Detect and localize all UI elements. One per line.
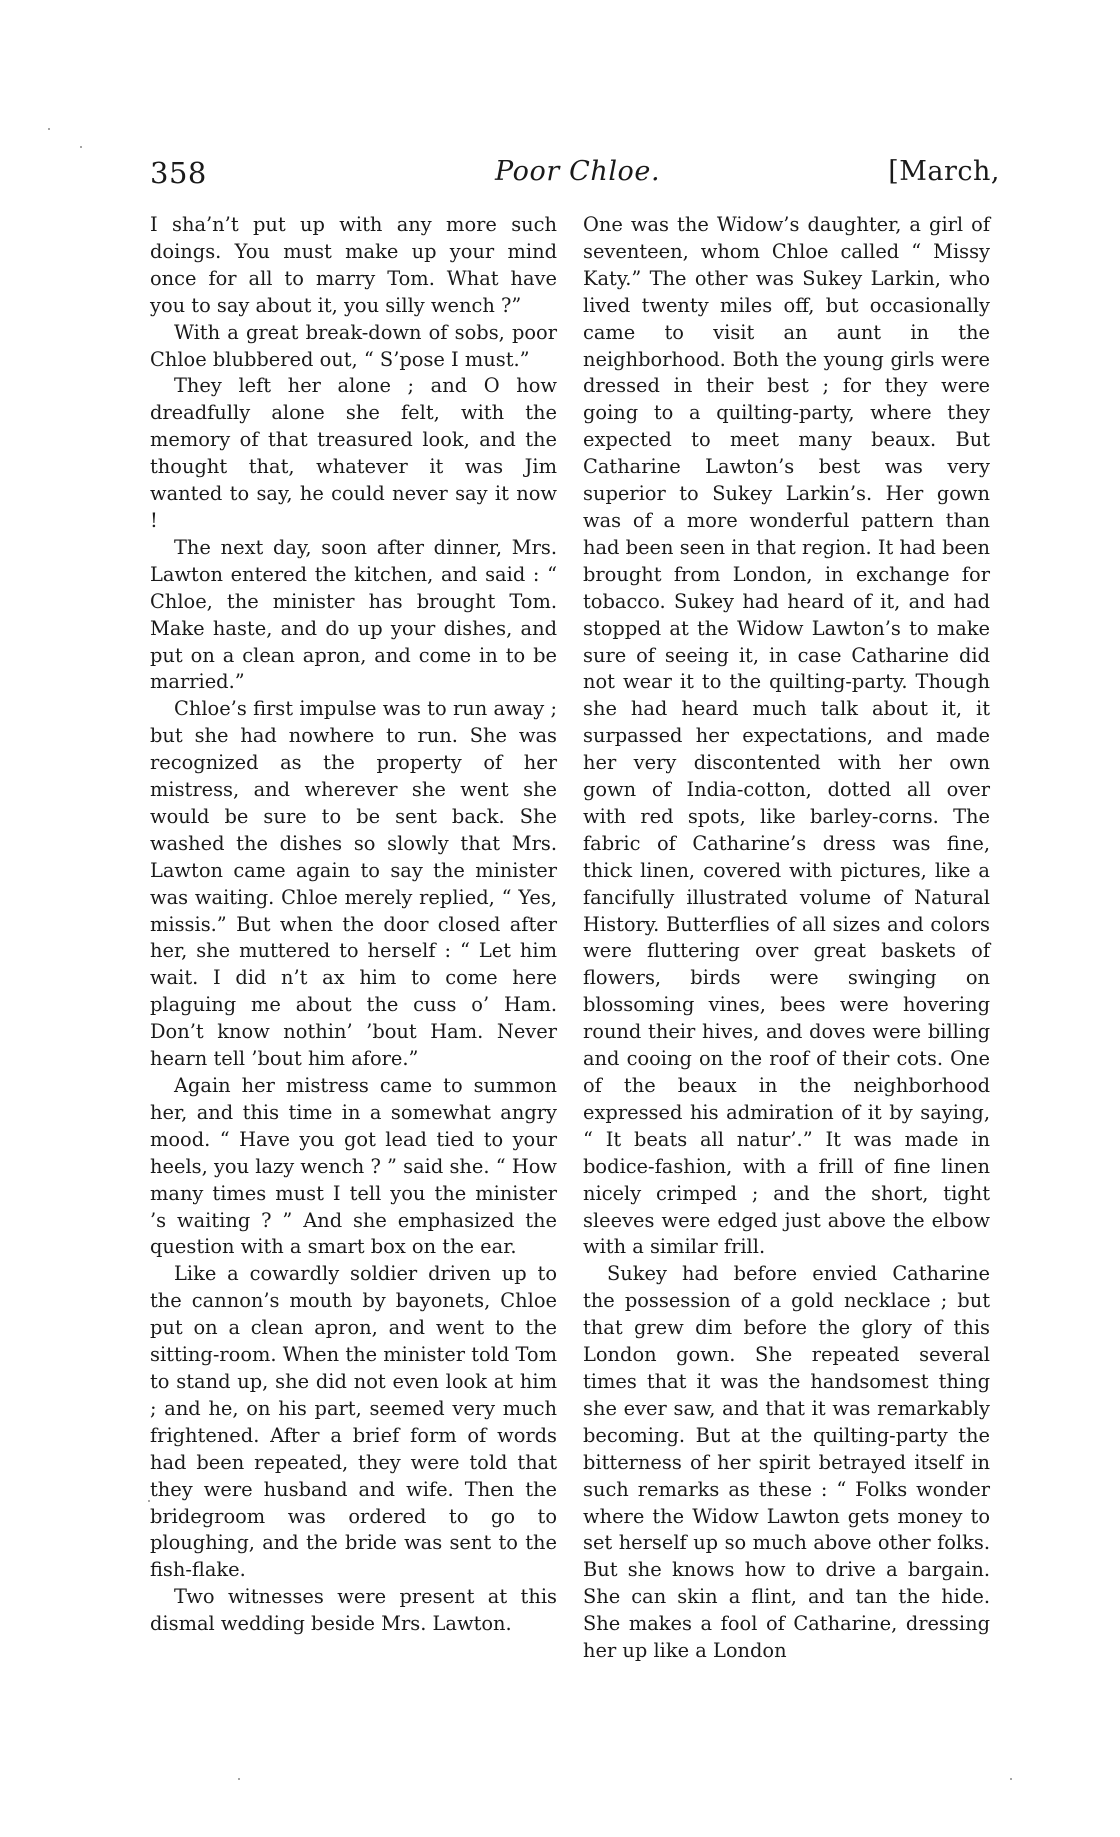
paper-speck: [238, 1778, 240, 1780]
paper-speck: [1010, 1778, 1012, 1780]
paper-speck: [148, 1500, 150, 1502]
paragraph: I sha’n’t put up with any more such doings. You must make up your mind once for all to marry Tom. What have you to say about it, you silly wench ?”: [150, 213, 557, 317]
paragraph: Two witnesses were present at this dismal wedding beside Mrs. Lawton.: [150, 1585, 557, 1636]
running-title: Poor Chloe.: [495, 156, 661, 187]
paragraph: They left her alone ; and O how dreadfully alone she felt, with the memory of that treasured look, and the thought that, whatever it was Jim wanted to say, he could never say it now !: [150, 374, 557, 532]
paragraph: Like a cowardly soldier driven up to the cannon’s mouth by bayonets, Chloe put on a clean apron, and went to the sitting-room. When the minister told Tom to stand up, she did not even look at him ; and he, on his part, seemed very much frightened. After a brief form of words had been repeated, they were told that they were husband and wife. Then the bridegroom was ordered to go to ploughing, and the bride was sent to the fish-flake.: [150, 1262, 557, 1582]
paragraph: Sukey had before envied Catharine the possession of a gold necklace ; but that grew dim before the glory of this London gown. She repeated several times that it was the handsomest thing she ever saw, and that it was remarkably becoming. But at the quilting-party the bitterness of her spirit betrayed itself in such remarks as these : “ Folks wonder where the Widow Lawton gets money to set herself up so much above other folks. But she knows how to drive a bargain. She can skin a flint, and tan the hide. She makes a fool of Catharine, dressing her up like a London: [583, 1262, 990, 1663]
paragraph: Chloe’s first impulse was to run away ; but she had nowhere to run. She was recognized as the property of her mistress, and wherever she went she would be sure to be sent back. She washed the dishes so slowly that Mrs. Lawton came again to say the minister was waiting. Chloe merely replied, “ Yes, missis.” But when the door closed after her, she muttered to herself : “ Let him wait. I did n’t ax him to come here plaguing me about the cuss o’ Ham. Don’t know nothin’ ’bout Ham. Never hearn tell ’bout him afore.”: [150, 697, 557, 1071]
paper-speck: [48, 128, 50, 130]
left-column: [150, 212, 557, 1638]
paragraph: Again her mistress came to summon her, and this time in a somewhat angry mood. “ Have you got lead tied to your heels, you lazy wench ? ” said she. “ How many times must I tell you the minister ’s waiting ? ” And she emphasized the question with a smart box on the ear.: [150, 1074, 557, 1259]
paragraph: One was the Widow’s daughter, a girl of seventeen, whom Chloe called “ Missy Katy.” The other was Sukey Larkin, who lived twenty miles off, but occasionally came to visit an aunt in the neighborhood. Both the young girls were dressed in their best ; for they were going to a quilting-party, where they expected to meet many beaux. But Catharine Lawton’s best was very superior to Sukey Larkin’s. Her gown was of a more wonderful pattern than had been seen in that region. It had been brought from London, in exchange for tobacco. Sukey had heard of it, and had stopped at the Widow Lawton’s to make sure of seeing it, in case Catharine did not wear it to the quilting-party. Though she had heard much talk about it, it surpassed her expectations, and made her very discontented with her own gown of India-cotton, dotted all over with red spots, like barley-corns. The fabric of Catharine’s dress was fine, thick linen, covered with pictures, like a fancifully illustrated volume of Natural History. Butterflies of all sizes and colors were fluttering over great baskets of flowers, birds were swinging on blossoming vines, bees were hovering round their hives, and doves were billing and cooing on the roof of their cots. One of the beaux in the neighborhood expressed his admiration of it by saying, “ It beats all natur’.” It was made in bodice-fashion, with a frill of fine linen nicely crimped ; and the short, tight sleeves were edged just above the elbow with a similar frill.: [583, 213, 990, 1259]
right-column: [583, 212, 990, 1665]
month-label: [March,: [888, 156, 1000, 187]
paragraph: With a great break-down of sobs, poor Chloe blubbered out, “ S’pose I must.”: [150, 320, 557, 371]
page-header: [150, 150, 1000, 200]
paragraph: The next day, soon after dinner, Mrs. Lawton entered the kitchen, and said : “ Chloe, the minister has brought Tom. Make haste, and do up your dishes, and put on a clean apron, and come in to be married.”: [150, 535, 557, 694]
paper-speck: [80, 146, 82, 148]
page-number: 358: [150, 156, 207, 190]
